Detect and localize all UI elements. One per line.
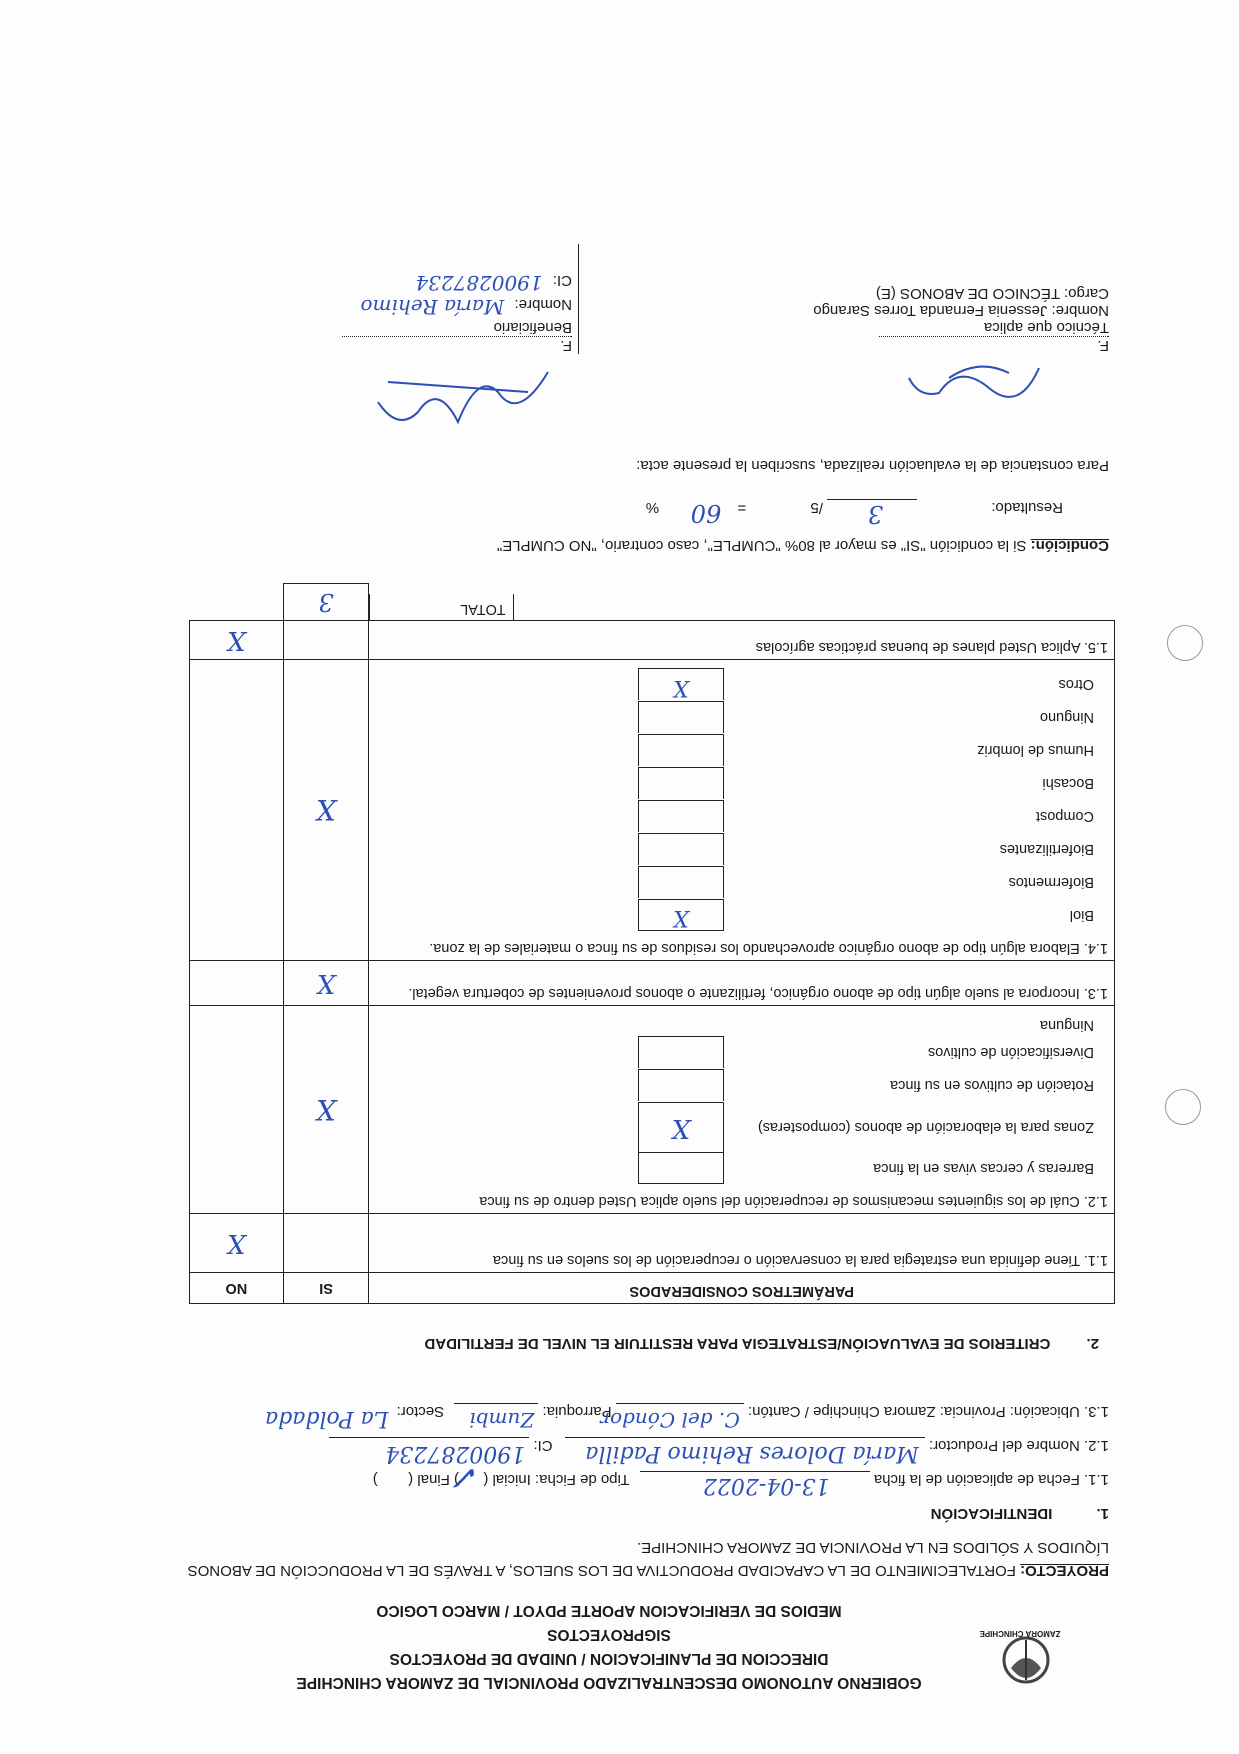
canton-field bbox=[600, 1403, 744, 1432]
sig-left-f: F. bbox=[879, 336, 1109, 354]
hole-punch bbox=[1165, 1089, 1201, 1125]
list-item bbox=[375, 1069, 1108, 1102]
option-checkbox bbox=[638, 1153, 724, 1185]
option-checkbox bbox=[638, 867, 724, 899]
q2-cell bbox=[369, 1006, 1115, 1214]
sig-right-name-row bbox=[232, 295, 572, 319]
list-item bbox=[375, 668, 1108, 701]
parroquia-label: Parroquia: bbox=[542, 1403, 612, 1420]
option-checkbox: X bbox=[638, 669, 724, 701]
result-den: /5 bbox=[810, 499, 823, 516]
col-no: NO bbox=[190, 1273, 284, 1304]
q3-no bbox=[190, 961, 284, 1006]
q2-si: X bbox=[283, 1006, 369, 1214]
logo bbox=[981, 1618, 1071, 1698]
tipo-mid: ) Final ( bbox=[408, 1471, 459, 1488]
header-line-2: DIRECCION DE PLANIFICACION / UNIDAD DE PROYECTOS bbox=[389, 1650, 829, 1667]
result-num: 3 bbox=[867, 500, 884, 528]
technician-signature bbox=[899, 348, 1049, 418]
q2-options bbox=[375, 1014, 1108, 1185]
sector-value: La Poldada bbox=[265, 1406, 389, 1431]
sig-right-name-value: María Rehimo bbox=[360, 295, 505, 319]
q1-no: X bbox=[190, 1214, 284, 1273]
list-item bbox=[375, 1152, 1108, 1185]
sig-right-name-label: Nombre: bbox=[514, 296, 572, 313]
section-title: IDENTIFICACIÓN bbox=[930, 1505, 1053, 1522]
table-row bbox=[190, 621, 1115, 660]
option-checkbox bbox=[638, 801, 724, 833]
list-item bbox=[375, 1102, 1108, 1152]
date-label: 1.1. Fecha de aplicación de la ficha bbox=[873, 1471, 1109, 1488]
sig-right-role: Beneficiario bbox=[493, 319, 572, 336]
sig-left-position: Cargo: TÉCNICO DE ABONOS (E) bbox=[875, 285, 1109, 302]
criteria-number: 2. bbox=[1086, 1335, 1099, 1352]
q1-si bbox=[283, 1214, 369, 1273]
q4-si: X bbox=[283, 660, 369, 961]
ci-field bbox=[329, 1437, 529, 1466]
header-line-3: SIGPROYECTOS bbox=[547, 1626, 671, 1643]
q4-cell bbox=[369, 660, 1115, 961]
list-item bbox=[375, 1036, 1108, 1069]
table-row bbox=[190, 1006, 1115, 1214]
option-checkbox bbox=[638, 702, 724, 734]
col-params: PARÁMETROS CONSIDERADOS bbox=[369, 1273, 1115, 1304]
parroquia-field bbox=[454, 1403, 538, 1432]
date-field bbox=[640, 1471, 870, 1498]
criteria-heading bbox=[424, 1335, 1099, 1352]
option-label: Barreras y cercas vivas en la finca bbox=[873, 1160, 1094, 1177]
sig-left-name: Nombre: Jessenia Fernanda Torres Sarango bbox=[813, 302, 1109, 319]
list-item bbox=[375, 833, 1108, 866]
signature-right bbox=[232, 244, 579, 354]
pct-sign: % bbox=[645, 499, 660, 516]
option-checkbox bbox=[638, 735, 724, 767]
result-pct-field bbox=[663, 499, 733, 527]
header-line-4: MEDIOS DE VERIFICACION APORTE PDYOT / MARCO LOGICO bbox=[376, 1602, 842, 1619]
result-pct: 60 bbox=[690, 499, 722, 527]
project-text: FORTALECIMIENTO DE LA CAPACIDAD PRODUCTIVA DE LOS SUELOS, A TRAVÉS DE LA PRODUCCIÓN DE ABONOS LÍQUIDOS Y SÓLIDOS EN LA PROVINCIA DE ZAMORA CHINCHIPE. bbox=[187, 1539, 1109, 1579]
option-label: Ninguna bbox=[1039, 1017, 1094, 1033]
option-checkbox bbox=[638, 834, 724, 866]
q4-options bbox=[375, 668, 1108, 932]
option-label: Otros bbox=[1058, 676, 1094, 693]
tipo-label: Tipo de Ficha: Inicial ( bbox=[483, 1471, 630, 1488]
table-header-row bbox=[190, 1273, 1115, 1304]
table-row bbox=[190, 1214, 1115, 1273]
list-item bbox=[375, 1014, 1108, 1036]
producer-label: 1.2. Nombre del Productor: bbox=[928, 1437, 1109, 1454]
option-checkbox: X bbox=[638, 900, 724, 932]
option-checkbox bbox=[638, 1037, 724, 1069]
project-label: PROYECTO: bbox=[1020, 1562, 1109, 1579]
result-row bbox=[363, 488, 1063, 528]
sector-field bbox=[262, 1403, 392, 1431]
col-si: SI bbox=[283, 1273, 369, 1304]
producer-row bbox=[129, 1430, 1109, 1466]
option-label: Compost bbox=[1035, 808, 1094, 825]
q5-no: X bbox=[190, 621, 284, 660]
date-row bbox=[129, 1457, 1109, 1498]
q2-text: 1.2. Cuál de los siguientes mecanismos de recuperación del suelo aplica Usted dentro de su finca bbox=[479, 1193, 1108, 1209]
option-checkbox: X bbox=[638, 1102, 724, 1152]
q5-si bbox=[283, 621, 369, 660]
table-row bbox=[190, 961, 1115, 1006]
option-label: Humus de lombriz bbox=[977, 742, 1094, 759]
option-label: Rotación de cultivos en su finca bbox=[890, 1077, 1094, 1094]
hole-punch bbox=[1167, 625, 1203, 661]
producer-field bbox=[565, 1437, 925, 1466]
ci-value: 1900287234 bbox=[385, 1441, 526, 1466]
sig-right-ci-value: 1900287234 bbox=[415, 271, 543, 295]
total-row bbox=[190, 584, 1115, 621]
option-label: Bocashi bbox=[1042, 775, 1094, 792]
list-item bbox=[375, 701, 1108, 734]
checkmark-icon: ✓ bbox=[452, 1457, 482, 1497]
sig-right-f: F. bbox=[342, 336, 572, 354]
q3-text: 1.3. Incorpora al suelo algún tipo de abono orgánico, fertilizante o abonos provenientes de cobertura vegetal. bbox=[369, 961, 1115, 1006]
option-checkbox bbox=[638, 1009, 724, 1041]
producer-value: María Dolores Rehimo Padilla bbox=[585, 1441, 919, 1466]
list-item bbox=[375, 767, 1108, 800]
q4-text: 1.4. Elabora algún tipo de abono orgánico aprovechando los residuos de su finca o materiales de la zona. bbox=[429, 940, 1108, 956]
ci-label: CI: bbox=[533, 1437, 553, 1454]
beneficiary-signature bbox=[358, 352, 558, 442]
option-checkbox bbox=[638, 768, 724, 800]
canton-value: C. del Cóndor bbox=[600, 1408, 740, 1432]
logo-text: ZAMORA CHINCHIPE bbox=[979, 1629, 1061, 1638]
option-label: Ninguno bbox=[1039, 709, 1094, 726]
project bbox=[159, 1536, 1109, 1582]
total-label: TOTAL bbox=[369, 594, 514, 620]
signature-left bbox=[749, 285, 1109, 354]
total-value: 3 bbox=[283, 584, 369, 621]
sig-right-ci-row bbox=[232, 271, 572, 295]
option-label: Diversificación de cultivos bbox=[927, 1044, 1094, 1061]
closing-text: Para constancia de la evaluación realizada, suscriben la presente acta: bbox=[636, 457, 1109, 474]
option-label: Biol bbox=[1069, 907, 1094, 924]
date-value: 13-04-2022 bbox=[702, 1473, 830, 1498]
option-label: Biofermentos bbox=[1008, 874, 1094, 891]
total-cell bbox=[369, 584, 1115, 621]
condition-label: Condición: bbox=[1030, 537, 1109, 554]
identification-heading bbox=[931, 1505, 1109, 1522]
header-line-1: GOBIERNO AUTONOMO DESCENTRALIZADO PROVINCIAL DE ZAMORA CHINCHIPE bbox=[296, 1674, 922, 1691]
tipo-end: ) bbox=[372, 1471, 378, 1488]
condition bbox=[129, 537, 1109, 554]
list-item bbox=[375, 866, 1108, 899]
condition-text: Si la condición "SI" es mayor al 80% "CUMPLE", caso contrario, "NO CUMPLE" bbox=[496, 537, 1027, 554]
option-checkbox bbox=[638, 1070, 724, 1102]
q1-text: 1.1. Tiene definida una estrategia para la conservación o recuperación de los suelos en su finca bbox=[369, 1214, 1115, 1273]
q5-text: 1.5. Aplica Usted planes de buenas prácticas agrícolas bbox=[369, 621, 1115, 660]
q4-no bbox=[190, 660, 284, 961]
list-item bbox=[375, 734, 1108, 767]
table-row bbox=[190, 660, 1115, 961]
header bbox=[279, 1598, 939, 1694]
sig-left-role: Técnico que aplica bbox=[983, 319, 1109, 336]
section-number: 1. bbox=[1096, 1505, 1109, 1522]
list-item bbox=[375, 899, 1108, 932]
criteria-table bbox=[189, 583, 1115, 1304]
result-num-field bbox=[827, 499, 917, 528]
q2-no bbox=[190, 1006, 284, 1214]
criteria-title: CRITERIOS DE EVALUACIÓN/ESTRATEGIA PARA RESTITUIR EL NIVEL DE FERTILIDAD bbox=[424, 1335, 1051, 1352]
list-item bbox=[375, 800, 1108, 833]
location-label: 1.3. Ubicación: Provincia: Zamora Chinchipe / Cantón: bbox=[747, 1403, 1109, 1420]
total-empty bbox=[190, 584, 284, 621]
result-equals: = bbox=[737, 499, 747, 516]
option-label: Zonas para la elaboración de abonos (composteras) bbox=[757, 1119, 1094, 1135]
location-row bbox=[109, 1396, 1109, 1432]
q3-si: X bbox=[283, 961, 369, 1006]
sector-label: Sector: bbox=[396, 1403, 445, 1420]
option-label: Biofertilizantes bbox=[999, 841, 1094, 858]
result-label: Resultado: bbox=[991, 499, 1063, 516]
sig-right-ci-label: CI: bbox=[552, 272, 572, 289]
parroquia-value: Zumbi bbox=[469, 1408, 535, 1432]
